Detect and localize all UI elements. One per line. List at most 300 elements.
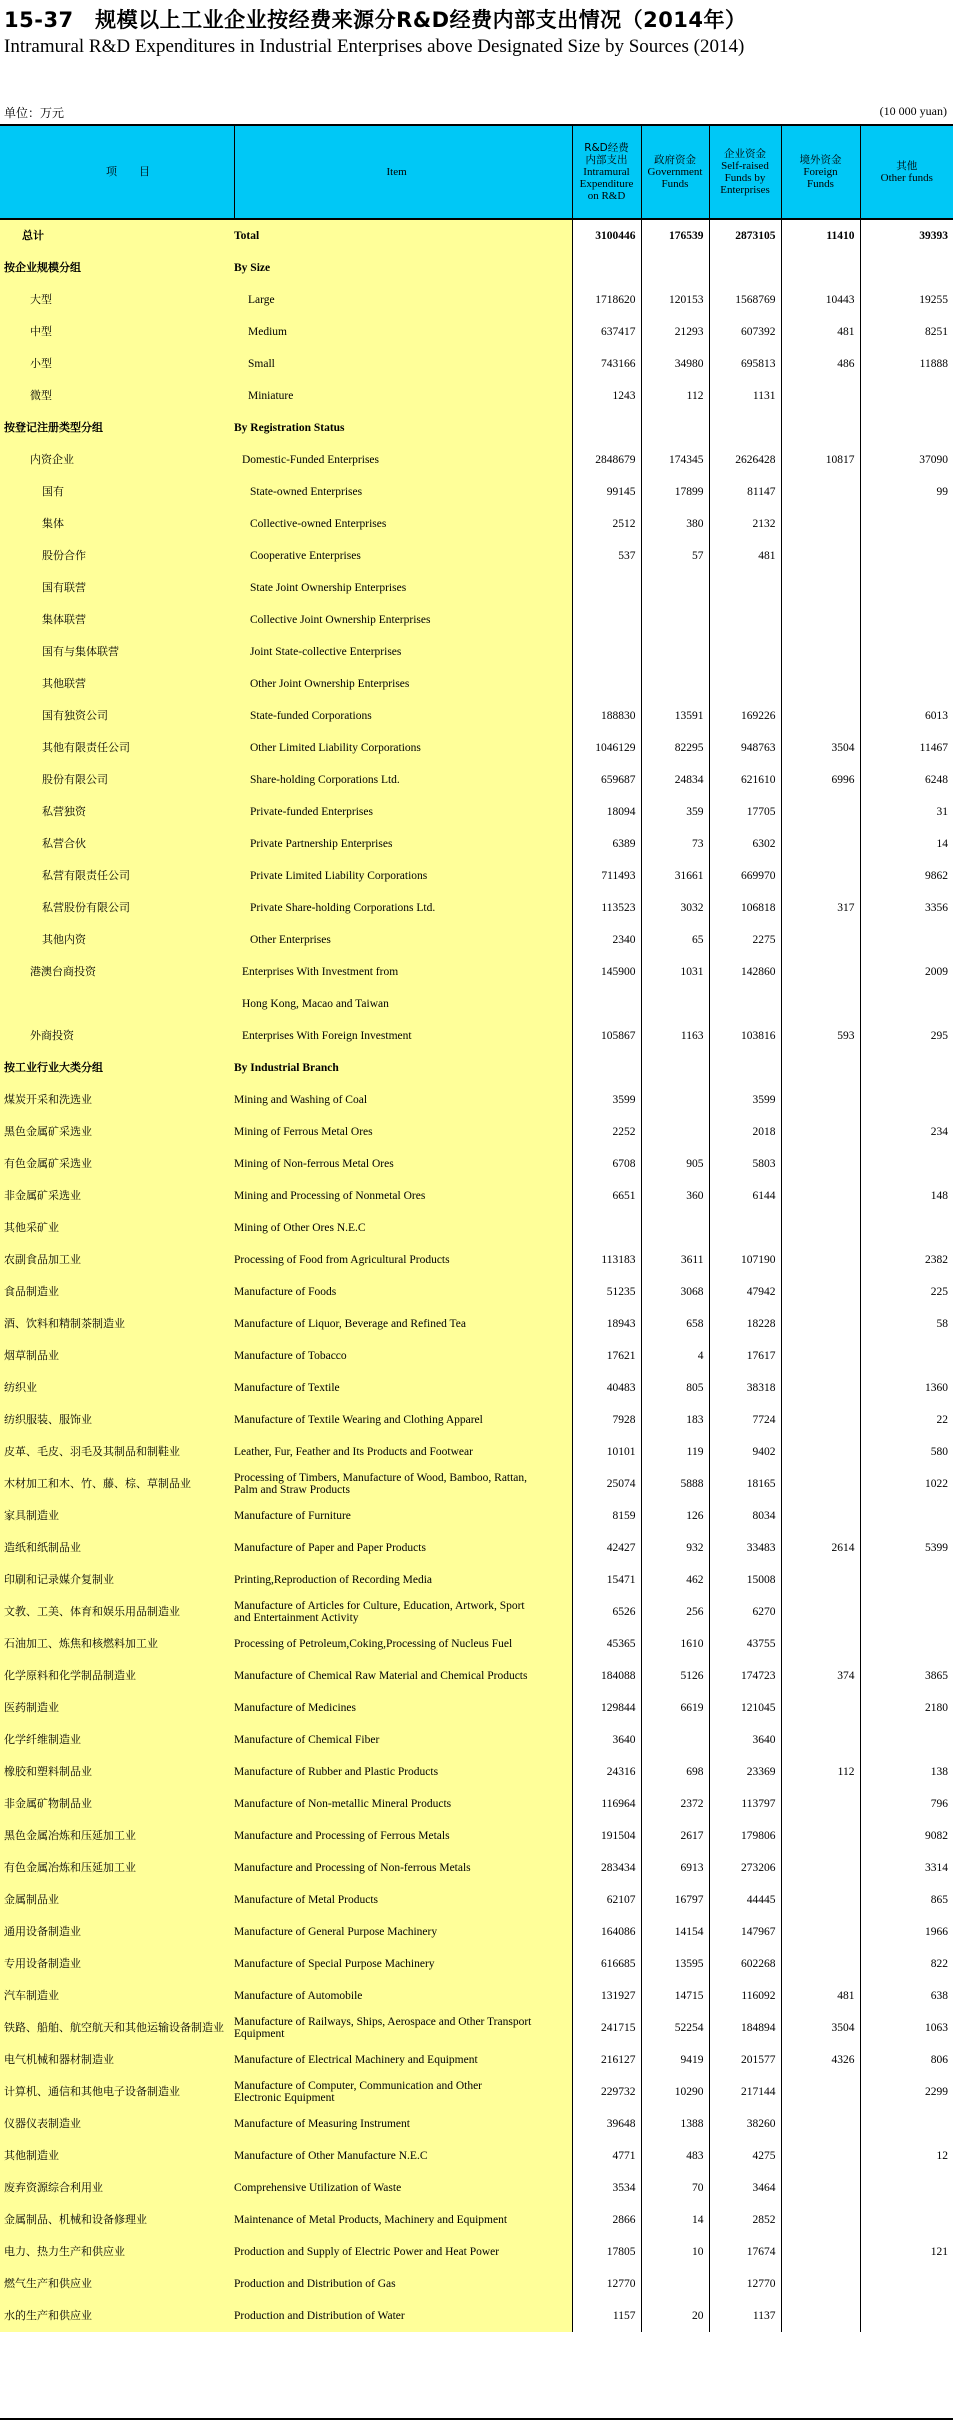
row-label-zh: 股份合作 [0, 540, 234, 572]
table-row [0, 1116, 953, 1148]
cell-foreign [781, 1084, 860, 1116]
cell-other: 58 [860, 1308, 953, 1340]
cell-foreign [781, 956, 860, 988]
cell-foreign: 10817 [781, 444, 860, 476]
cell-other [860, 924, 953, 956]
header-foreign-zh: 境外资金 [799, 154, 842, 166]
cell-foreign [781, 2108, 860, 2140]
row-label-en: Manufacture of Metal Products [234, 1884, 572, 1916]
cell-other [860, 508, 953, 540]
cell-foreign [781, 1628, 860, 1660]
row-label-zh: 按工业行业大类分组 [0, 1052, 234, 1084]
cell-foreign [781, 1692, 860, 1724]
cell-intramural: 7928 [572, 1404, 641, 1436]
cell-intramural [572, 252, 641, 284]
cell-government [641, 668, 709, 700]
cell-selfraised: 7724 [709, 1404, 781, 1436]
cell-other [860, 1340, 953, 1372]
row-label-en: State Joint Ownership Enterprises [234, 572, 572, 604]
cell-other: 11888 [860, 348, 953, 380]
cell-other: 39393 [860, 219, 953, 252]
cell-foreign: 11410 [781, 219, 860, 252]
table-row [0, 1948, 953, 1980]
cell-government: 3611 [641, 1244, 709, 1276]
table-row [0, 1020, 953, 1052]
cell-intramural: 2866 [572, 2204, 641, 2236]
row-label-zh: 木材加工和木、竹、藤、棕、草制品业 [0, 1468, 234, 1500]
row-label-en: Manufacture of Furniture [234, 1500, 572, 1532]
row-label-en: Manufacture of Medicines [234, 1692, 572, 1724]
cell-government: 73 [641, 828, 709, 860]
table-row [0, 284, 953, 316]
cell-government: 57 [641, 540, 709, 572]
row-label-en: Manufacture of Paper and Paper Products [234, 1532, 572, 1564]
cell-intramural: 17805 [572, 2236, 641, 2268]
cell-selfraised: 607392 [709, 316, 781, 348]
row-label-zh: 其他采矿业 [0, 1212, 234, 1244]
cell-government: 380 [641, 508, 709, 540]
header-government-en: Government Funds [647, 166, 703, 190]
cell-other [860, 668, 953, 700]
table-row [0, 1980, 953, 2012]
cell-selfraised: 184894 [709, 2012, 781, 2044]
cell-selfraised [709, 572, 781, 604]
table-row [0, 1244, 953, 1276]
table-row [0, 380, 953, 412]
cell-intramural: 62107 [572, 1884, 641, 1916]
cell-other: 121 [860, 2236, 953, 2268]
table-row [0, 1756, 953, 1788]
row-label-zh: 印刷和记录媒介复制业 [0, 1564, 234, 1596]
row-label-zh: 计算机、通信和其他电子设备制造业 [0, 2076, 234, 2108]
cell-other: 9082 [860, 1820, 953, 1852]
cell-selfraised: 1137 [709, 2300, 781, 2332]
cell-other [860, 1148, 953, 1180]
cell-government: 2372 [641, 1788, 709, 1820]
table-row [0, 1660, 953, 1692]
row-label-zh: 汽车制造业 [0, 1980, 234, 2012]
table-row [0, 1820, 953, 1852]
cell-other: 22 [860, 1404, 953, 1436]
cell-foreign [781, 924, 860, 956]
cell-intramural: 131927 [572, 1980, 641, 2012]
table-row [0, 1532, 953, 1564]
cell-other: 1966 [860, 1916, 953, 1948]
cell-other [860, 1596, 953, 1628]
cell-government [641, 572, 709, 604]
cell-foreign [781, 1244, 860, 1276]
cell-foreign [781, 1116, 860, 1148]
cell-foreign [781, 1436, 860, 1468]
cell-other: 225 [860, 1276, 953, 1308]
cell-other: 5399 [860, 1532, 953, 1564]
cell-intramural [572, 604, 641, 636]
cell-intramural: 191504 [572, 1820, 641, 1852]
row-label-zh: 私营股份有限公司 [0, 892, 234, 924]
cell-intramural [572, 636, 641, 668]
cell-foreign [781, 380, 860, 412]
cell-intramural: 637417 [572, 316, 641, 348]
cell-government: 183 [641, 1404, 709, 1436]
table-row [0, 1916, 953, 1948]
cell-foreign [781, 1948, 860, 1980]
row-label-en: Small [234, 348, 572, 380]
cell-government: 3032 [641, 892, 709, 924]
cell-government: 359 [641, 796, 709, 828]
cell-other: 14 [860, 828, 953, 860]
cell-government: 698 [641, 1756, 709, 1788]
row-label-en: Cooperative Enterprises [234, 540, 572, 572]
table-row [0, 988, 953, 1020]
cell-other: 822 [860, 1948, 953, 1980]
cell-government: 1388 [641, 2108, 709, 2140]
table-row [0, 1084, 953, 1116]
cell-government: 176539 [641, 219, 709, 252]
cell-intramural: 616685 [572, 1948, 641, 1980]
table-row [0, 1884, 953, 1916]
cell-selfraised: 4275 [709, 2140, 781, 2172]
bottom-rule [0, 2418, 953, 2420]
cell-intramural: 42427 [572, 1532, 641, 1564]
table-body [0, 219, 953, 2332]
cell-government: 5126 [641, 1660, 709, 1692]
cell-selfraised: 47942 [709, 1276, 781, 1308]
cell-selfraised: 695813 [709, 348, 781, 380]
row-label-zh: 造纸和纸制品业 [0, 1532, 234, 1564]
row-label-en: Processing of Timbers, Manufacture of Wood, Bamboo, Rattan, Palm and Straw Products [234, 1468, 572, 1500]
cell-foreign: 374 [781, 1660, 860, 1692]
cell-intramural: 113523 [572, 892, 641, 924]
row-label-zh: 黑色金属冶炼和压延加工业 [0, 1820, 234, 1852]
row-label-en: Manufacture of Chemical Fiber [234, 1724, 572, 1756]
row-label-zh: 燃气生产和供应业 [0, 2268, 234, 2300]
cell-intramural: 2512 [572, 508, 641, 540]
table-row [0, 2012, 953, 2044]
cell-intramural: 18943 [572, 1308, 641, 1340]
row-label-en: Production and Distribution of Gas [234, 2268, 572, 2300]
cell-intramural: 1046129 [572, 732, 641, 764]
row-label-en: Share-holding Corporations Ltd. [234, 764, 572, 796]
table-row [0, 540, 953, 572]
cell-government: 905 [641, 1148, 709, 1180]
table-row [0, 2076, 953, 2108]
cell-intramural: 216127 [572, 2044, 641, 2076]
cell-selfraised [709, 988, 781, 1020]
cell-intramural: 229732 [572, 2076, 641, 2108]
cell-other: 638 [860, 1980, 953, 2012]
row-label-zh: 通用设备制造业 [0, 1916, 234, 1948]
row-label-en: Manufacture of Computer, Communication and Other Electronic Equipment [234, 2076, 572, 2108]
cell-intramural: 45365 [572, 1628, 641, 1660]
table-row [0, 316, 953, 348]
cell-foreign [781, 1596, 860, 1628]
cell-foreign: 3504 [781, 2012, 860, 2044]
cell-other [860, 540, 953, 572]
cell-other: 2382 [860, 1244, 953, 1276]
cell-other: 1022 [860, 1468, 953, 1500]
cell-government: 5888 [641, 1468, 709, 1500]
cell-foreign [781, 1052, 860, 1084]
table-row [0, 1148, 953, 1180]
cell-intramural: 241715 [572, 2012, 641, 2044]
row-label-en: Mining of Non-ferrous Metal Ores [234, 1148, 572, 1180]
table-row [0, 604, 953, 636]
row-label-zh: 纺织业 [0, 1372, 234, 1404]
cell-selfraised: 273206 [709, 1852, 781, 1884]
table-title-zh: 15-37 规模以上工业企业按经费来源分R&D经费内部支出情况（2014年） [4, 8, 747, 32]
cell-foreign [781, 1500, 860, 1532]
cell-selfraised: 18165 [709, 1468, 781, 1500]
row-label-en: Manufacture of Foods [234, 1276, 572, 1308]
row-label-zh [0, 988, 234, 1020]
header-intramural-zh: R&D经费内部支出 [584, 142, 629, 166]
cell-selfraised: 1568769 [709, 284, 781, 316]
row-label-zh: 化学原料和化学制品制造业 [0, 1660, 234, 1692]
cell-intramural: 6526 [572, 1596, 641, 1628]
cell-intramural [572, 1052, 641, 1084]
cell-government: 14715 [641, 1980, 709, 2012]
cell-other: 148 [860, 1180, 953, 1212]
cell-other [860, 2204, 953, 2236]
cell-government: 16797 [641, 1884, 709, 1916]
header-other [860, 126, 953, 219]
cell-government: 82295 [641, 732, 709, 764]
cell-selfraised: 38260 [709, 2108, 781, 2140]
row-label-en: Mining and Processing of Nonmetal Ores [234, 1180, 572, 1212]
cell-other: 796 [860, 1788, 953, 1820]
cell-other [860, 988, 953, 1020]
row-label-en: Manufacture of Tobacco [234, 1340, 572, 1372]
cell-other: 865 [860, 1884, 953, 1916]
unit-label-zh: 单位：万元 [4, 106, 65, 120]
row-label-en: State-funded Corporations [234, 700, 572, 732]
table-row [0, 572, 953, 604]
row-label-zh: 文教、工美、体育和娱乐用品制造业 [0, 1596, 234, 1628]
cell-selfraised: 142860 [709, 956, 781, 988]
row-label-zh: 其他制造业 [0, 2140, 234, 2172]
row-label-zh: 按登记注册类型分组 [0, 412, 234, 444]
header-other-zh: 其他 [896, 160, 918, 172]
table-row [0, 956, 953, 988]
table-row [0, 1724, 953, 1756]
cell-foreign [781, 2076, 860, 2108]
cell-government [641, 252, 709, 284]
cell-foreign [781, 2204, 860, 2236]
cell-foreign [781, 412, 860, 444]
cell-government: 174345 [641, 444, 709, 476]
cell-foreign [781, 668, 860, 700]
row-label-zh: 医药制造业 [0, 1692, 234, 1724]
cell-selfraised [709, 604, 781, 636]
cell-government: 13591 [641, 700, 709, 732]
cell-other: 37090 [860, 444, 953, 476]
cell-foreign [781, 508, 860, 540]
row-label-en: Manufacture and Processing of Non-ferrous Metals [234, 1852, 572, 1884]
table-row [0, 764, 953, 796]
row-label-zh: 化学纤维制造业 [0, 1724, 234, 1756]
row-label-zh: 其他内资 [0, 924, 234, 956]
cell-foreign: 593 [781, 1020, 860, 1052]
row-label-en: Private-funded Enterprises [234, 796, 572, 828]
cell-foreign [781, 572, 860, 604]
cell-selfraised: 201577 [709, 2044, 781, 2076]
cell-foreign [781, 796, 860, 828]
cell-foreign [781, 1276, 860, 1308]
row-label-en: Manufacture of Articles for Culture, Education, Artwork, Sport and Entertainment Activity [234, 1596, 572, 1628]
cell-government [641, 1724, 709, 1756]
cell-intramural: 12770 [572, 2268, 641, 2300]
cell-foreign [781, 604, 860, 636]
cell-government: 112 [641, 380, 709, 412]
cell-other: 295 [860, 1020, 953, 1052]
row-label-en: Private Share-holding Corporations Ltd. [234, 892, 572, 924]
cell-selfraised: 8034 [709, 1500, 781, 1532]
table-row [0, 2044, 953, 2076]
row-label-en: Manufacture of Other Manufacture N.E.C [234, 2140, 572, 2172]
cell-government [641, 1212, 709, 1244]
cell-selfraised: 948763 [709, 732, 781, 764]
cell-selfraised: 3464 [709, 2172, 781, 2204]
cell-other [860, 412, 953, 444]
cell-other [860, 1500, 953, 1532]
row-label-zh: 中型 [0, 316, 234, 348]
cell-government [641, 1084, 709, 1116]
row-label-en: Production and Distribution of Water [234, 2300, 572, 2332]
cell-government: 126 [641, 1500, 709, 1532]
cell-government: 1610 [641, 1628, 709, 1660]
cell-foreign [781, 988, 860, 1020]
cell-intramural: 3599 [572, 1084, 641, 1116]
cell-intramural: 18094 [572, 796, 641, 828]
table-row [0, 892, 953, 924]
cell-intramural [572, 572, 641, 604]
cell-foreign: 2614 [781, 1532, 860, 1564]
cell-other [860, 2108, 953, 2140]
cell-selfraised: 9402 [709, 1436, 781, 1468]
cell-government: 34980 [641, 348, 709, 380]
table-row [0, 219, 953, 252]
cell-selfraised: 6302 [709, 828, 781, 860]
cell-intramural: 8159 [572, 1500, 641, 1532]
cell-intramural: 145900 [572, 956, 641, 988]
cell-other: 6013 [860, 700, 953, 732]
cell-intramural [572, 412, 641, 444]
table-row [0, 668, 953, 700]
cell-intramural: 2252 [572, 1116, 641, 1148]
cell-government: 256 [641, 1596, 709, 1628]
cell-other: 138 [860, 1756, 953, 1788]
cell-foreign: 4326 [781, 2044, 860, 2076]
header-item-zh: 项 目 [0, 126, 234, 219]
cell-selfraised [709, 412, 781, 444]
row-label-zh: 电力、热力生产和供应业 [0, 2236, 234, 2268]
cell-selfraised [709, 668, 781, 700]
cell-foreign: 481 [781, 316, 860, 348]
row-label-zh: 食品制造业 [0, 1276, 234, 1308]
row-label-en: By Registration Status [234, 412, 572, 444]
row-label-zh: 有色金属冶炼和压延加工业 [0, 1852, 234, 1884]
cell-selfraised: 106818 [709, 892, 781, 924]
cell-foreign [781, 540, 860, 572]
cell-selfraised: 3640 [709, 1724, 781, 1756]
table-row [0, 2108, 953, 2140]
row-label-en: Hong Kong, Macao and Taiwan [234, 988, 572, 1020]
row-label-en: Processing of Petroleum,Coking,Processing of Nucleus Fuel [234, 1628, 572, 1660]
row-label-zh: 其他联营 [0, 668, 234, 700]
table-row [0, 636, 953, 668]
cell-intramural: 15471 [572, 1564, 641, 1596]
cell-intramural [572, 1212, 641, 1244]
cell-intramural: 711493 [572, 860, 641, 892]
cell-other: 2299 [860, 2076, 953, 2108]
row-label-zh: 小型 [0, 348, 234, 380]
cell-foreign [781, 860, 860, 892]
cell-intramural: 17621 [572, 1340, 641, 1372]
cell-intramural: 184088 [572, 1660, 641, 1692]
cell-foreign [781, 252, 860, 284]
row-label-en: Other Joint Ownership Enterprises [234, 668, 572, 700]
cell-selfraised: 17617 [709, 1340, 781, 1372]
row-label-en: Medium [234, 316, 572, 348]
cell-selfraised: 23369 [709, 1756, 781, 1788]
row-label-zh: 私营合伙 [0, 828, 234, 860]
cell-foreign [781, 2300, 860, 2332]
row-label-zh: 非金属矿采选业 [0, 1180, 234, 1212]
header-other-en: Other funds [880, 172, 933, 184]
row-label-en: Manufacture of Textile Wearing and Clothing Apparel [234, 1404, 572, 1436]
row-label-zh: 国有与集体联营 [0, 636, 234, 668]
table-row [0, 1276, 953, 1308]
cell-foreign [781, 828, 860, 860]
cell-foreign [781, 1308, 860, 1340]
cell-other [860, 1628, 953, 1660]
row-label-en: By Size [234, 252, 572, 284]
cell-selfraised: 174723 [709, 1660, 781, 1692]
row-label-en: Private Partnership Enterprises [234, 828, 572, 860]
cell-other [860, 604, 953, 636]
table-row [0, 1788, 953, 1820]
cell-intramural: 40483 [572, 1372, 641, 1404]
row-label-zh: 股份有限公司 [0, 764, 234, 796]
header-selfraised-zh: 企业资金 [724, 148, 766, 160]
cell-other: 2180 [860, 1692, 953, 1724]
cell-selfraised [709, 1212, 781, 1244]
cell-government [641, 1116, 709, 1148]
table-row [0, 1564, 953, 1596]
cell-foreign [781, 1916, 860, 1948]
cell-intramural: 105867 [572, 1020, 641, 1052]
cell-foreign [781, 1852, 860, 1884]
table-row [0, 732, 953, 764]
header-government-zh: 政府资金 [654, 154, 696, 166]
row-label-zh: 其他有限责任公司 [0, 732, 234, 764]
row-label-zh: 废弃资源综合利用业 [0, 2172, 234, 2204]
cell-government: 10290 [641, 2076, 709, 2108]
header-item-en: Item [234, 126, 572, 219]
cell-other [860, 252, 953, 284]
row-label-en: Other Enterprises [234, 924, 572, 956]
table-row [0, 924, 953, 956]
row-label-en: Private Limited Liability Corporations [234, 860, 572, 892]
table-row [0, 1340, 953, 1372]
cell-other [860, 2268, 953, 2300]
cell-government [641, 1052, 709, 1084]
row-label-en: Comprehensive Utilization of Waste [234, 2172, 572, 2204]
cell-government: 6913 [641, 1852, 709, 1884]
row-label-zh: 家具制造业 [0, 1500, 234, 1532]
row-label-zh: 农副食品加工业 [0, 1244, 234, 1276]
cell-government: 120153 [641, 284, 709, 316]
